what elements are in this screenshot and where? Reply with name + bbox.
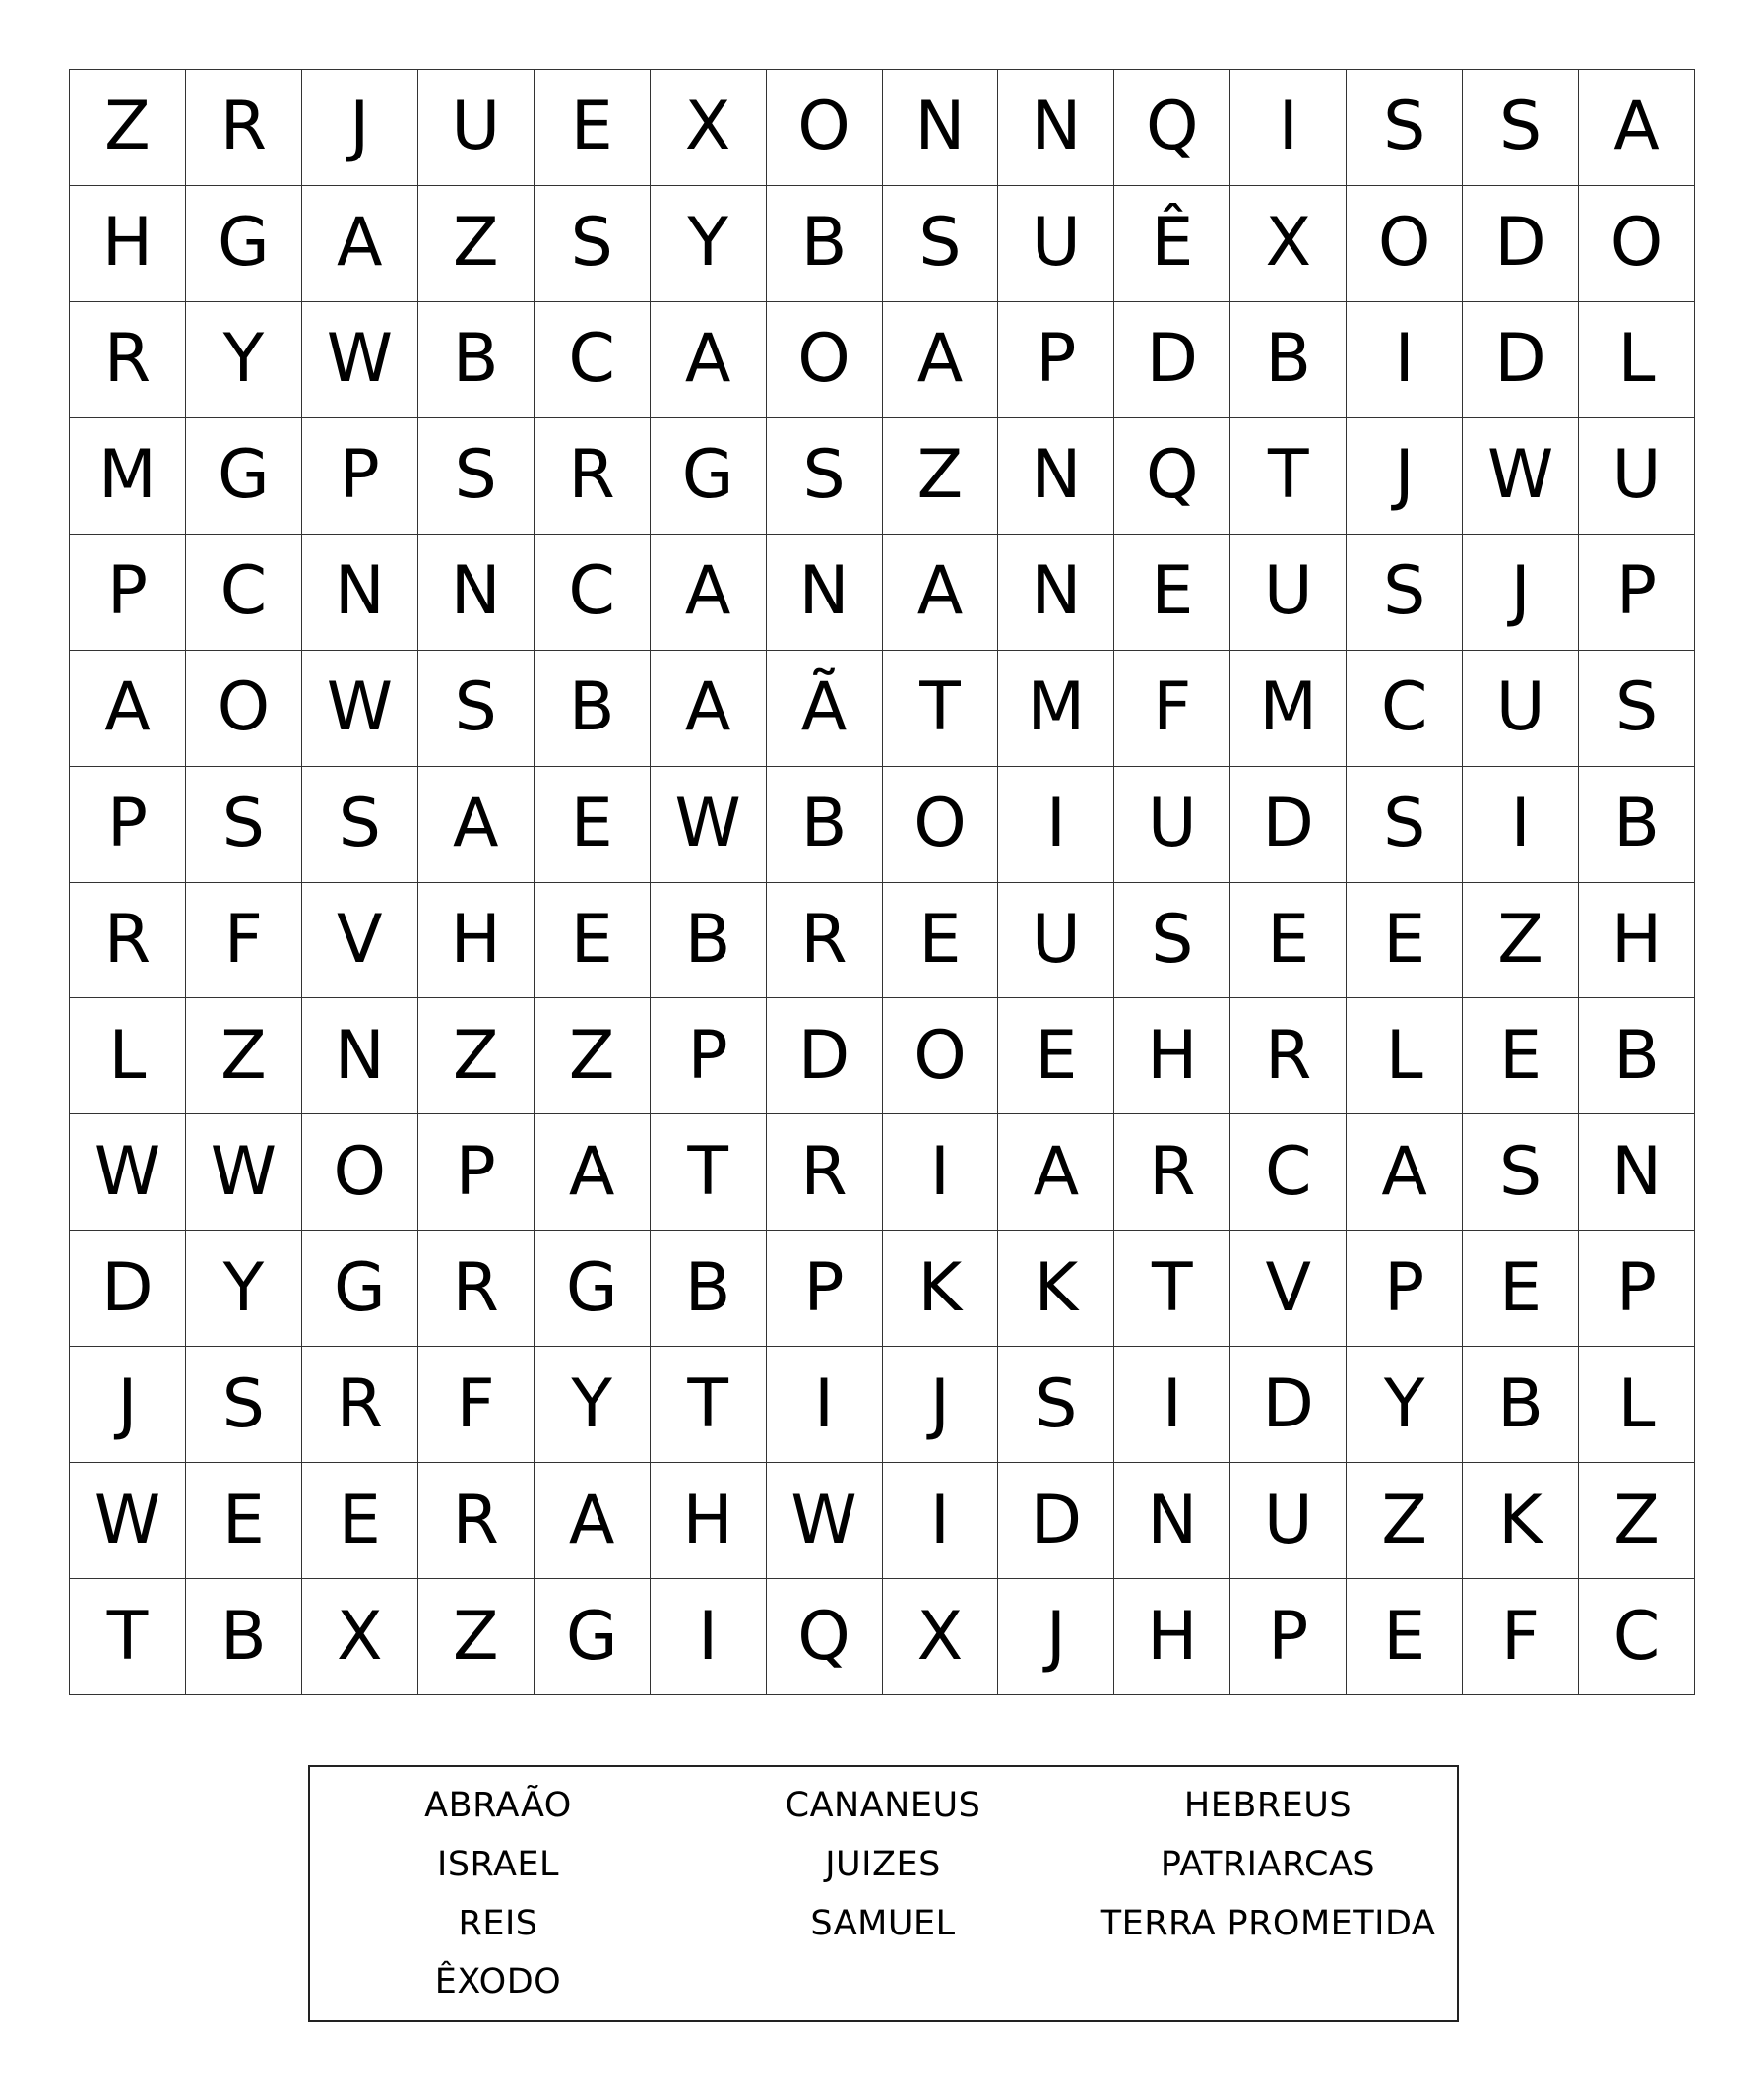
grid-cell[interactable]: K — [883, 1231, 999, 1347]
grid-cell[interactable]: S — [186, 767, 302, 883]
grid-cell[interactable]: U — [998, 186, 1114, 302]
grid-cell[interactable]: J — [70, 1347, 186, 1463]
grid-cell[interactable]: S — [418, 418, 535, 535]
grid-cell[interactable]: D — [767, 998, 883, 1114]
grid-cell[interactable]: C — [1230, 1114, 1347, 1231]
grid-cell[interactable]: E — [1347, 883, 1463, 999]
grid-cell[interactable]: O — [302, 1114, 418, 1231]
grid-cell[interactable]: I — [883, 1463, 999, 1579]
grid-cell[interactable]: S — [998, 1347, 1114, 1463]
letter-grid — [69, 69, 1695, 1695]
grid-cell[interactable]: J — [1463, 535, 1579, 651]
grid-cell[interactable]: E — [535, 767, 651, 883]
grid-cell[interactable]: A — [418, 767, 535, 883]
grid-cell[interactable]: E — [1230, 883, 1347, 999]
grid-cell[interactable]: E — [1347, 1579, 1463, 1695]
grid-cell[interactable]: R — [767, 1114, 883, 1231]
grid-cell[interactable]: R — [70, 302, 186, 418]
grid-cell[interactable]: D — [1230, 767, 1347, 883]
grid-cell[interactable]: P — [418, 1114, 535, 1231]
grid-cell[interactable]: H — [418, 883, 535, 999]
grid-cell[interactable]: I — [1114, 1347, 1230, 1463]
grid-cell[interactable]: A — [1347, 1114, 1463, 1231]
grid-cell[interactable]: M — [998, 651, 1114, 767]
grid-cell[interactable]: N — [998, 418, 1114, 535]
grid-cell[interactable]: I — [1463, 767, 1579, 883]
grid-cell[interactable]: Y — [186, 302, 302, 418]
grid-cell[interactable]: E — [1114, 535, 1230, 651]
grid-cell[interactable]: G — [186, 418, 302, 535]
grid-cell[interactable]: S — [1347, 70, 1463, 186]
grid-cell[interactable]: A — [883, 302, 999, 418]
grid-cell[interactable]: F — [1463, 1579, 1579, 1695]
grid-cell[interactable]: N — [1579, 1114, 1695, 1231]
grid-cell[interactable]: O — [1347, 186, 1463, 302]
grid-cell[interactable]: L — [1579, 302, 1695, 418]
grid-cell[interactable]: U — [1230, 1463, 1347, 1579]
grid-cell[interactable]: Z — [418, 998, 535, 1114]
grid-cell[interactable]: P — [998, 302, 1114, 418]
grid-cell[interactable]: E — [1463, 1231, 1579, 1347]
grid-cell[interactable]: P — [1347, 1231, 1463, 1347]
grid-cell[interactable]: D — [1114, 302, 1230, 418]
grid-cell[interactable]: X — [883, 1579, 999, 1695]
grid-cell[interactable]: B — [767, 767, 883, 883]
grid-cell[interactable]: Y — [186, 1231, 302, 1347]
grid-cell[interactable]: A — [535, 1463, 651, 1579]
grid-cell[interactable]: R — [1230, 998, 1347, 1114]
grid-cell[interactable]: N — [1114, 1463, 1230, 1579]
grid-cell[interactable]: U — [418, 70, 535, 186]
grid-cell[interactable]: N — [302, 998, 418, 1114]
grid-cell[interactable]: X — [1230, 186, 1347, 302]
grid-cell[interactable]: Ã — [767, 651, 883, 767]
grid-cell[interactable]: R — [302, 1347, 418, 1463]
grid-cell[interactable]: I — [883, 1114, 999, 1231]
grid-cell[interactable]: T — [70, 1579, 186, 1695]
grid-cell[interactable]: Q — [767, 1579, 883, 1695]
grid-cell[interactable]: M — [1230, 651, 1347, 767]
grid-cell[interactable]: Q — [1114, 70, 1230, 186]
grid-cell[interactable]: E — [998, 998, 1114, 1114]
grid-cell[interactable]: W — [70, 1463, 186, 1579]
grid-cell[interactable]: E — [535, 883, 651, 999]
grid-cell[interactable]: M — [70, 418, 186, 535]
grid-cell[interactable]: E — [302, 1463, 418, 1579]
grid-cell[interactable]: A — [651, 302, 767, 418]
word-bank — [308, 1765, 1459, 2022]
grid-cell[interactable]: U — [1579, 418, 1695, 535]
grid-cell[interactable]: R — [767, 883, 883, 999]
grid-cell[interactable]: F — [418, 1347, 535, 1463]
grid-cell[interactable]: H — [1114, 1579, 1230, 1695]
grid-cell[interactable]: B — [767, 186, 883, 302]
grid-cell[interactable]: S — [535, 186, 651, 302]
grid-cell[interactable]: A — [302, 186, 418, 302]
word-abraao: ABRAÃO — [424, 1786, 572, 1825]
grid-cell[interactable]: P — [1579, 535, 1695, 651]
grid-cell[interactable]: Z — [418, 186, 535, 302]
grid-cell[interactable]: R — [418, 1463, 535, 1579]
grid-cell[interactable]: B — [651, 1231, 767, 1347]
word-juizes: JUIZES — [825, 1845, 941, 1884]
grid-cell[interactable]: E — [186, 1463, 302, 1579]
grid-cell[interactable]: E — [1463, 998, 1579, 1114]
grid-cell[interactable]: X — [651, 70, 767, 186]
grid-cell[interactable]: U — [1463, 651, 1579, 767]
grid-cell[interactable]: I — [1230, 70, 1347, 186]
grid-cell[interactable]: P — [1579, 1231, 1695, 1347]
grid-cell[interactable]: Z — [883, 418, 999, 535]
grid-cell[interactable]: B — [186, 1579, 302, 1695]
grid-cell[interactable]: O — [767, 70, 883, 186]
grid-cell[interactable]: H — [1114, 998, 1230, 1114]
grid-cell[interactable]: Z — [535, 998, 651, 1114]
grid-cell[interactable]: S — [1463, 70, 1579, 186]
grid-cell[interactable]: S — [1463, 1114, 1579, 1231]
word-hebreus: HEBREUS — [1183, 1786, 1353, 1825]
grid-cell[interactable]: O — [1579, 186, 1695, 302]
grid-cell[interactable]: O — [186, 651, 302, 767]
grid-cell[interactable]: R — [70, 883, 186, 999]
grid-cell[interactable]: J — [1347, 418, 1463, 535]
grid-cell[interactable]: Q — [1114, 418, 1230, 535]
grid-cell[interactable]: U — [1114, 767, 1230, 883]
grid-cell[interactable]: A — [535, 1114, 651, 1231]
grid-cell[interactable]: O — [767, 302, 883, 418]
word-patriarcas: PATRIARCAS — [1160, 1845, 1376, 1884]
grid-cell[interactable]: R — [1114, 1114, 1230, 1231]
grid-cell[interactable]: P — [70, 767, 186, 883]
grid-cell[interactable]: W — [767, 1463, 883, 1579]
grid-cell[interactable]: Y — [1347, 1347, 1463, 1463]
grid-cell[interactable]: G — [535, 1231, 651, 1347]
grid-cell[interactable]: T — [883, 651, 999, 767]
grid-cell[interactable]: Z — [1579, 1463, 1695, 1579]
grid-cell[interactable]: N — [302, 535, 418, 651]
grid-cell[interactable]: N — [883, 70, 999, 186]
grid-cell[interactable]: L — [1579, 1347, 1695, 1463]
grid-cell[interactable]: P — [767, 1231, 883, 1347]
grid-cell[interactable]: T — [651, 1347, 767, 1463]
grid-cell[interactable]: A — [1579, 70, 1695, 186]
grid-cell[interactable]: D — [998, 1463, 1114, 1579]
grid-cell[interactable]: C — [535, 302, 651, 418]
grid-cell[interactable]: K — [1463, 1463, 1579, 1579]
grid-cell[interactable]: W — [302, 651, 418, 767]
grid-cell[interactable]: S — [1579, 651, 1695, 767]
grid-cell[interactable]: A — [651, 651, 767, 767]
grid-cell[interactable]: S — [1347, 767, 1463, 883]
grid-cell[interactable]: L — [70, 998, 186, 1114]
grid-cell[interactable]: J — [883, 1347, 999, 1463]
grid-cell[interactable]: J — [998, 1579, 1114, 1695]
grid-cell[interactable]: H — [70, 186, 186, 302]
grid-cell[interactable]: S — [1114, 883, 1230, 999]
grid-cell[interactable]: S — [767, 418, 883, 535]
grid-cell[interactable]: W — [302, 302, 418, 418]
grid-cell[interactable]: T — [1230, 418, 1347, 535]
grid-cell[interactable]: N — [998, 535, 1114, 651]
grid-cell[interactable]: Z — [418, 1579, 535, 1695]
grid-cell[interactable]: H — [1579, 883, 1695, 999]
grid-cell[interactable]: S — [302, 767, 418, 883]
grid-cell[interactable]: I — [767, 1347, 883, 1463]
grid-cell[interactable]: R — [418, 1231, 535, 1347]
grid-cell[interactable]: P — [1230, 1579, 1347, 1695]
word-israel: ISRAEL — [437, 1845, 559, 1884]
grid-cell[interactable]: N — [767, 535, 883, 651]
grid-cell[interactable]: Z — [1347, 1463, 1463, 1579]
grid-cell[interactable]: C — [1347, 651, 1463, 767]
grid-cell[interactable]: D — [1230, 1347, 1347, 1463]
grid-cell[interactable]: U — [998, 883, 1114, 999]
grid-cell[interactable]: W — [70, 1114, 186, 1231]
grid-cell[interactable]: I — [651, 1579, 767, 1695]
grid-cell[interactable]: C — [186, 535, 302, 651]
grid-cell[interactable]: C — [535, 535, 651, 651]
grid-cell[interactable]: S — [883, 186, 999, 302]
grid-cell[interactable]: D — [70, 1231, 186, 1347]
grid-cell[interactable]: R — [186, 70, 302, 186]
grid-cell[interactable]: B — [1463, 1347, 1579, 1463]
grid-cell[interactable]: F — [186, 883, 302, 999]
grid-cell[interactable]: B — [418, 302, 535, 418]
grid-cell[interactable]: G — [186, 186, 302, 302]
grid-cell[interactable]: I — [998, 767, 1114, 883]
grid-cell[interactable]: A — [651, 535, 767, 651]
grid-cell[interactable]: C — [1579, 1579, 1695, 1695]
word-cananeus: CANANEUS — [785, 1786, 981, 1825]
grid-cell[interactable]: A — [883, 535, 999, 651]
word-reis: REIS — [458, 1904, 538, 1943]
grid-cell[interactable]: S — [1347, 535, 1463, 651]
grid-cell[interactable]: G — [651, 418, 767, 535]
grid-cell[interactable]: G — [302, 1231, 418, 1347]
grid-cell[interactable]: W — [651, 767, 767, 883]
grid-cell[interactable]: G — [535, 1579, 651, 1695]
grid-cell[interactable]: S — [186, 1347, 302, 1463]
grid-cell[interactable]: Y — [651, 186, 767, 302]
grid-cell[interactable]: B — [1230, 302, 1347, 418]
grid-cell[interactable]: R — [535, 418, 651, 535]
word-samuel: SAMUEL — [810, 1904, 956, 1943]
grid-cell[interactable]: D — [1463, 302, 1579, 418]
grid-cell[interactable]: A — [70, 651, 186, 767]
grid-cell[interactable]: Z — [1463, 883, 1579, 999]
grid-cell[interactable]: E — [535, 70, 651, 186]
grid-cell[interactable]: H — [651, 1463, 767, 1579]
grid-cell[interactable]: U — [1230, 535, 1347, 651]
grid-cell[interactable]: V — [302, 883, 418, 999]
grid-cell[interactable]: I — [1347, 302, 1463, 418]
grid-cell[interactable]: W — [186, 1114, 302, 1231]
word-exodo: ÊXODO — [434, 1962, 562, 2001]
grid-cell[interactable]: B — [535, 651, 651, 767]
grid-cell[interactable]: B — [651, 883, 767, 999]
grid-cell[interactable]: P — [70, 535, 186, 651]
grid-cell[interactable]: S — [418, 651, 535, 767]
grid-cell[interactable]: P — [302, 418, 418, 535]
grid-cell[interactable]: T — [651, 1114, 767, 1231]
grid-cell[interactable]: N — [418, 535, 535, 651]
grid-cell[interactable]: B — [1579, 998, 1695, 1114]
grid-cell[interactable]: Ê — [1114, 186, 1230, 302]
word-terra-prometida: TERRA PROMETIDA — [1100, 1904, 1436, 1943]
grid-cell[interactable]: X — [302, 1579, 418, 1695]
grid-cell[interactable]: N — [998, 70, 1114, 186]
grid-cell[interactable]: T — [1114, 1231, 1230, 1347]
grid-cell[interactable]: E — [883, 883, 999, 999]
grid-cell[interactable]: V — [1230, 1231, 1347, 1347]
grid-cell[interactable]: J — [302, 70, 418, 186]
grid-cell[interactable]: B — [1579, 767, 1695, 883]
grid-cell[interactable]: Z — [70, 70, 186, 186]
grid-cell[interactable]: O — [883, 998, 999, 1114]
grid-cell[interactable]: P — [651, 998, 767, 1114]
grid-cell[interactable]: W — [1463, 418, 1579, 535]
grid-cell[interactable]: O — [883, 767, 999, 883]
grid-cell[interactable]: F — [1114, 651, 1230, 767]
grid-cell[interactable]: L — [1347, 998, 1463, 1114]
grid-cell[interactable]: D — [1463, 186, 1579, 302]
grid-cell[interactable]: Y — [535, 1347, 651, 1463]
grid-cell[interactable]: A — [998, 1114, 1114, 1231]
grid-cell[interactable]: Z — [186, 998, 302, 1114]
grid-cell[interactable]: K — [998, 1231, 1114, 1347]
